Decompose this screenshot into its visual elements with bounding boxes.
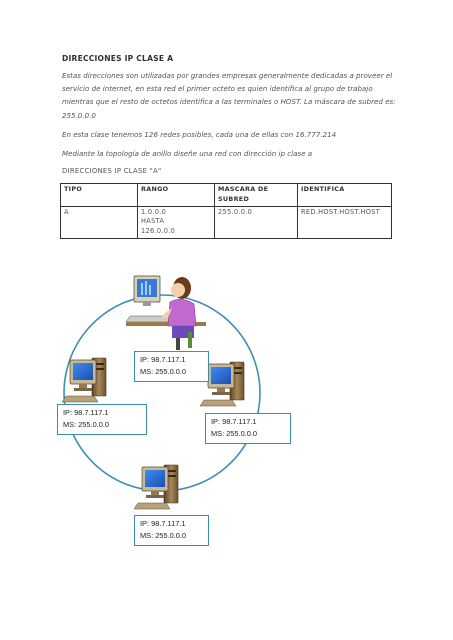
header-tipo: TIPO — [61, 184, 138, 207]
header-identifica: IDENTIFICA — [298, 184, 392, 207]
table-header-row — [61, 184, 392, 207]
subnet-mask: MS: 255.0.0.0 — [63, 420, 110, 430]
cell-rango — [138, 206, 215, 238]
operator-workstation-icon — [126, 276, 206, 350]
ip-label-left — [57, 404, 147, 435]
cell-rango-sep: HASTA — [141, 217, 165, 226]
ip-address: IP: 98.7.117.1 — [63, 408, 109, 417]
paragraph-table-caption: DIRECCIONES IP CLASE "A" — [62, 167, 162, 175]
computer-bottom-icon — [134, 465, 178, 509]
document-title: DIRECCIONES IP CLASE A — [62, 54, 174, 63]
ip-class-table — [60, 183, 392, 239]
ip-label-right — [205, 413, 291, 444]
cell-tipo: A — [61, 206, 138, 238]
paragraph-networks: En esta clase tenemos 126 redes posibles, cada una de ellas con 16.777.214 — [62, 130, 337, 139]
cell-identifica: RED.HOST.HOST.HOST — [298, 206, 392, 238]
paragraph-description: Estas direcciones son utilizadas por grandes empresas generalmente dedicadas a proveer el servicio de internet, en esta red el primer octeto es quien identifica al grupo de trabajo mientras que el resto de octetos identifica a las terminales o HOST. La máscara de subred es: 255.0.0.0 — [62, 71, 396, 120]
ip-address: IP: 98.7.117.1 — [211, 417, 257, 426]
header-rango: RANGO — [138, 184, 215, 207]
header-mascara: MASCARA DE SUBRED — [215, 184, 298, 207]
table-row — [61, 206, 392, 238]
ip-label-bottom — [134, 515, 209, 546]
cell-mascara: 255.0.0.0 — [215, 206, 298, 238]
subnet-mask: MS: 255.0.0.0 — [140, 367, 187, 377]
ip-address: IP: 98.7.117.1 — [140, 519, 186, 528]
ip-label-top — [134, 351, 209, 382]
paragraph-instruction: Mediante la topología de anillo diseñe una red con dirección ip clase a — [62, 149, 313, 158]
cell-rango-end: 126.0.0.0 — [141, 227, 176, 236]
cell-rango-start: 1.0.0.0 — [141, 207, 167, 216]
subnet-mask: MS: 255.0.0.0 — [211, 429, 258, 439]
subnet-mask: MS: 255.0.0.0 — [140, 531, 187, 541]
ip-address: IP: 98.7.117.1 — [140, 355, 186, 364]
